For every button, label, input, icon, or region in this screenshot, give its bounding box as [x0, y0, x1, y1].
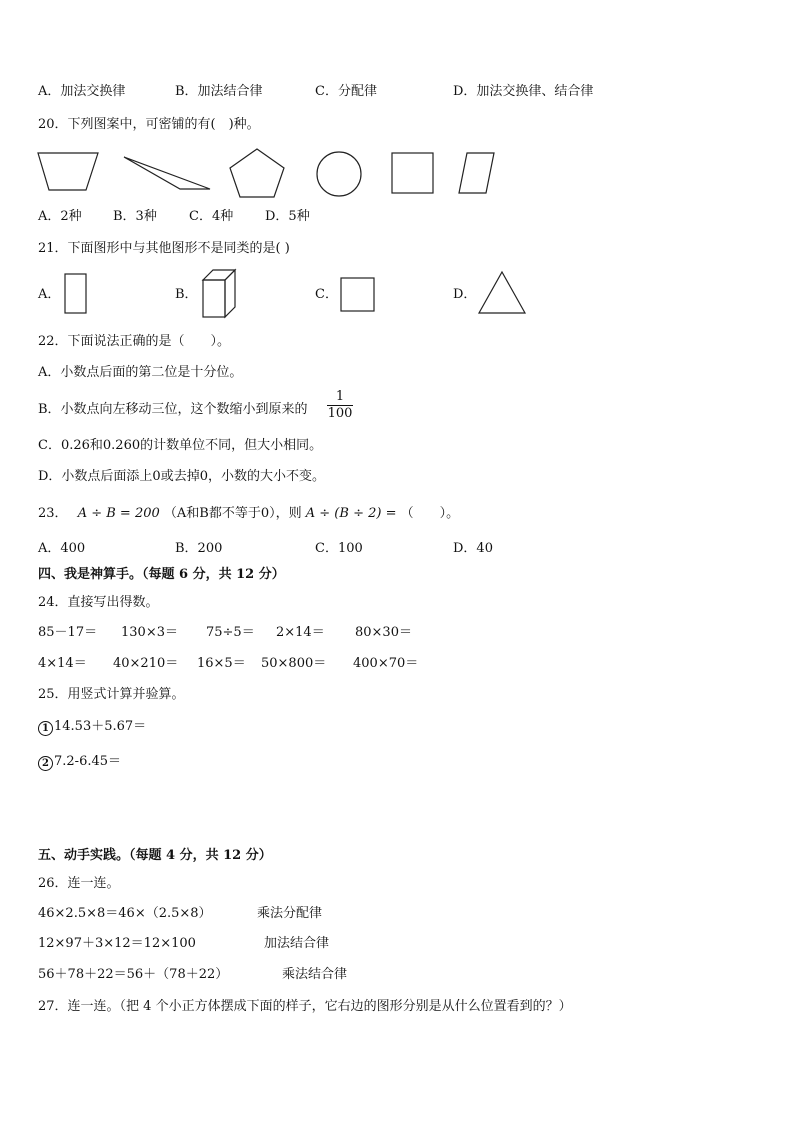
- q25-item-2-expression: 7.2-6.45＝: [54, 754, 122, 769]
- circled-number-2: 2: [38, 756, 53, 771]
- pentagon-icon: [229, 147, 287, 199]
- q20-stem: 20．下列图案中，可密铺的有( )种。: [38, 117, 260, 132]
- q19-option-d: D．加法交换律、结合律: [453, 84, 594, 99]
- q22-stem: 22．下面说法正确的是（ ）。: [38, 334, 231, 349]
- q22-option-c: C．0.26和0.260的计数单位不同，但大小相同。: [38, 438, 323, 453]
- q20-option-c: C．4种: [189, 209, 234, 224]
- q26-right-3: 乘法结合律: [282, 967, 348, 982]
- q24-r1-c5: 80×30＝: [355, 625, 412, 640]
- q23-option-d: D．40: [453, 541, 493, 556]
- q19-option-b: B．加法结合律: [175, 84, 263, 99]
- section-4-heading: 四、我是神算手。（每题 6 分，共 12 分）: [38, 567, 285, 582]
- q24-r2-c3: 16×5＝: [197, 656, 246, 671]
- q21-label-c: C．: [315, 287, 338, 302]
- q20-option-d: D．5种: [265, 209, 310, 224]
- q25-item-1: [38, 719, 146, 736]
- circled-number-1: 1: [38, 721, 53, 736]
- q22-option-a: A．小数点后面的第二位是十分位。: [38, 365, 243, 380]
- cuboid-icon: [200, 268, 238, 320]
- q23-condition: （A和B都不等于0），则: [163, 506, 302, 521]
- q23-option-b: B．200: [175, 541, 223, 556]
- fraction-numerator: 1: [335, 389, 345, 404]
- q25-stem: 25．用竖式计算并验算。: [38, 687, 185, 702]
- q24-stem: 24．直接写出得数。: [38, 595, 159, 610]
- q24-r1-c4: 2×14＝: [276, 625, 325, 640]
- q22-option-d: D．小数点后面添上0或去掉0，小数的大小不变。: [38, 469, 325, 484]
- q27-stem: 27．连一连。（把 4 个小正方体摆成下面的样子，它右边的图形分别是从什么位置看到的？）: [38, 999, 572, 1014]
- q26-left-1: 46×2.5×8＝46×（2.5×8）: [38, 906, 212, 921]
- trapezoid-icon: [36, 150, 100, 194]
- q21-stem: 21．下面图形中与其他图形不是同类的是( ): [38, 241, 290, 256]
- square-icon: [390, 151, 436, 195]
- circle-icon: [315, 151, 363, 197]
- q21-label-b: B．: [175, 287, 198, 302]
- q20-option-b: B．3种: [113, 209, 157, 224]
- q24-r2-c4: 50×800＝: [261, 656, 327, 671]
- q19-option-c: C．分配律: [315, 84, 377, 99]
- q26-left-3: 56＋78＋22＝56＋（78＋22）: [38, 967, 229, 982]
- q22-option-b: B．小数点向左移动三位，这个数缩小到原来的: [38, 402, 308, 417]
- q24-r2-c2: 40×210＝: [113, 656, 179, 671]
- q24-r2-c1: 4×14＝: [38, 656, 87, 671]
- q21-label-d: D．: [453, 287, 477, 302]
- q23-option-c: C．100: [315, 541, 363, 556]
- q21-label-a: A．: [38, 287, 61, 302]
- fraction-one-hundredth: [327, 390, 353, 421]
- q23-line: [38, 506, 459, 522]
- section-5-heading: 五、动手实践。（每题 4 分，共 12 分）: [38, 848, 272, 863]
- fraction-denominator: 100: [327, 406, 353, 421]
- q23-option-a: A．400: [38, 541, 86, 556]
- q26-stem: 26．连一连。: [38, 876, 120, 891]
- q23-blank: （ ）。: [400, 506, 460, 521]
- q19-option-a: A．加法交换律: [38, 84, 126, 99]
- q24-r1-c3: 75÷5＝: [206, 625, 255, 640]
- q24-r1-c1: 85－17＝: [38, 625, 98, 640]
- q25-item-1-expression: 14.53＋5.67＝: [54, 719, 147, 734]
- q24-r1-c2: 130×3＝: [121, 625, 178, 640]
- q25-item-2: [38, 754, 121, 771]
- q24-r2-c5: 400×70＝: [353, 656, 419, 671]
- q23-number: 23．: [38, 506, 68, 521]
- q23-expression-1: A ÷ B = 200: [77, 506, 160, 521]
- parallelogram-icon: [456, 151, 498, 195]
- square-icon: [339, 276, 377, 314]
- q26-left-2: 12×97＋3×12＝12×100: [38, 936, 196, 951]
- rectangle-icon: [63, 272, 89, 316]
- triangle-icon: [122, 155, 214, 193]
- q26-right-1: 乘法分配律: [257, 906, 323, 921]
- q26-right-2: 加法结合律: [264, 936, 330, 951]
- q23-expression-2: A ÷ (B ÷ 2) =: [305, 506, 397, 521]
- q20-option-a: A．2种: [38, 209, 82, 224]
- triangle-icon: [477, 270, 529, 316]
